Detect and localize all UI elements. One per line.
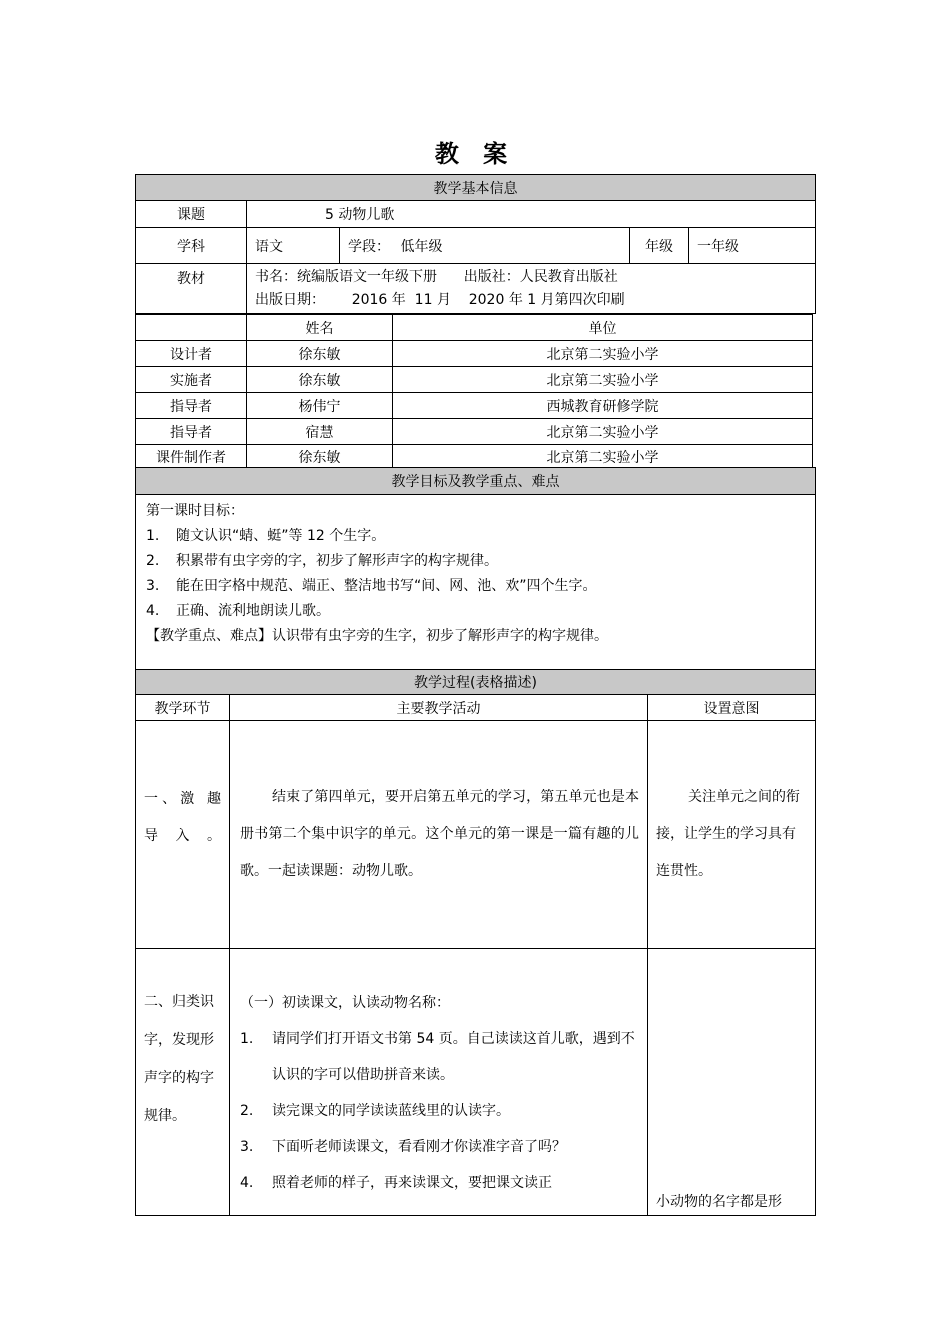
stage-value: 低年级 <box>400 238 443 255</box>
goal-num: 4. <box>146 603 160 619</box>
item-num: 4. <box>240 1175 254 1191</box>
goals-body <box>136 495 816 670</box>
list-item <box>240 1165 639 1201</box>
subject-label: 学科 <box>136 228 247 264</box>
item-text: 下面听老师读课文，看看刚才你读准字音了吗？ <box>272 1139 566 1155</box>
table-row <box>136 367 813 393</box>
grade-value: 一年级 <box>689 228 816 264</box>
material-label: 教材 <box>136 264 247 314</box>
role-cell: 指导者 <box>136 393 247 419</box>
col-intent-header: 设置意图 <box>648 695 816 721</box>
item-num: 3. <box>240 1139 254 1155</box>
goal-text: 正确、流利地朗读儿歌。 <box>176 603 330 619</box>
grade-label: 年级 <box>630 228 689 264</box>
stage-text: 二、归类识字，发现形声字的构字规律。 <box>144 994 214 1124</box>
material-line-2: 出版日期： 2016 年 11 月 2020 年 1 月第四次印刷 <box>255 292 625 308</box>
table-row <box>136 949 816 1216</box>
sub-heading: （一）初读课文，认读动物名称： <box>240 995 450 1011</box>
list-item <box>146 599 805 624</box>
name-cell: 徐东敏 <box>247 341 393 367</box>
process-header: 教学过程(表格描述) <box>136 670 816 695</box>
table-row <box>136 393 813 419</box>
col-activity-header: 主要教学活动 <box>230 695 648 721</box>
intent-cell <box>648 949 816 1216</box>
goal-num: 2. <box>146 553 160 569</box>
name-cell: 杨伟宁 <box>247 393 393 419</box>
table-row <box>136 445 813 469</box>
intent-text: 小动物的名字都是形 <box>656 1194 782 1210</box>
topic-label: 课题 <box>136 201 247 228</box>
col-stage-header: 教学环节 <box>136 695 230 721</box>
document-title: 教 案 <box>434 140 516 168</box>
stage-cell <box>136 949 230 1216</box>
subject-value: 语文 <box>247 228 340 264</box>
item-text: 请同学们打开语文书第 54 页。自己读读这首儿歌，遇到不认识的字可以借助拼音来读。 <box>272 1031 635 1083</box>
intent-text: 关注单元之间的衔接，让学生的学习具有连贯性。 <box>656 789 800 879</box>
goal-text: 能在田字格中规范、端正、整洁地书写“间、网、池、欢”四个生字。 <box>176 578 597 594</box>
stage-cell <box>340 228 630 264</box>
list-item <box>240 1021 639 1093</box>
item-num: 1. <box>240 1031 254 1047</box>
key-points: 【教学重点、难点】认识带有虫字旁的生字，初步了解形声字的构字规律。 <box>146 628 608 644</box>
list-item <box>240 1129 639 1165</box>
stage-text: 一、激 趣 导入。 <box>144 791 221 844</box>
material-line-1: 书名：统编版语文一年级下册 出版社：人民教育出版社 <box>255 269 618 285</box>
role-cell: 指导者 <box>136 419 247 445</box>
goals-table <box>135 467 816 670</box>
table-row <box>136 419 813 445</box>
stage-cell <box>136 721 230 949</box>
goals-intro: 第一课时目标： <box>146 503 244 519</box>
list-item <box>146 574 805 599</box>
list-item <box>240 1093 639 1129</box>
unit-cell: 北京第二实验小学 <box>393 445 813 469</box>
list-item <box>146 549 805 574</box>
table-row <box>136 341 813 367</box>
role-cell: 实施者 <box>136 367 247 393</box>
goal-text: 积累带有虫字旁的字，初步了解形声字的构字规律。 <box>176 553 498 569</box>
activity-cell <box>230 949 648 1216</box>
stage-label: 学段： <box>348 238 390 255</box>
item-num: 2. <box>240 1103 254 1119</box>
people-corner <box>136 315 247 341</box>
unit-cell: 北京第二实验小学 <box>393 367 813 393</box>
name-cell: 徐东敏 <box>247 445 393 469</box>
unit-cell: 西城教育研修学院 <box>393 393 813 419</box>
role-cell: 设计者 <box>136 341 247 367</box>
basic-info-header: 教学基本信息 <box>136 175 816 201</box>
table-row <box>136 721 816 949</box>
list-item <box>146 524 805 549</box>
people-table <box>135 314 813 469</box>
col-unit-header: 单位 <box>393 315 813 341</box>
item-text: 照着老师的样子，再来读课文，要把课文读正 <box>272 1175 552 1191</box>
item-text: 读完课文的同学读读蓝线里的认读字。 <box>272 1103 510 1119</box>
name-cell: 徐东敏 <box>247 367 393 393</box>
goal-num: 1. <box>146 528 160 544</box>
basic-info-table <box>135 174 816 314</box>
material-value <box>247 264 816 314</box>
name-cell: 宿慧 <box>247 419 393 445</box>
goals-header: 教学目标及教学重点、难点 <box>136 468 816 495</box>
goal-num: 3. <box>146 578 160 594</box>
activity-cell <box>230 721 648 949</box>
role-cell: 课件制作者 <box>136 445 247 469</box>
intent-cell <box>648 721 816 949</box>
process-table <box>135 669 816 1216</box>
col-name-header: 姓名 <box>247 315 393 341</box>
unit-cell: 北京第二实验小学 <box>393 419 813 445</box>
goal-text: 随文认识“蜻、蜓”等 12 个生字。 <box>176 528 386 544</box>
activity-text: 结束了第四单元，要开启第五单元的学习，第五单元也是本册书第二个集中识字的单元。这个单元的第一课是一篇有趣的儿歌。一起读课题：动物儿歌。 <box>240 789 639 879</box>
topic-value: 5 动物儿歌 <box>247 201 816 228</box>
unit-cell: 北京第二实验小学 <box>393 341 813 367</box>
